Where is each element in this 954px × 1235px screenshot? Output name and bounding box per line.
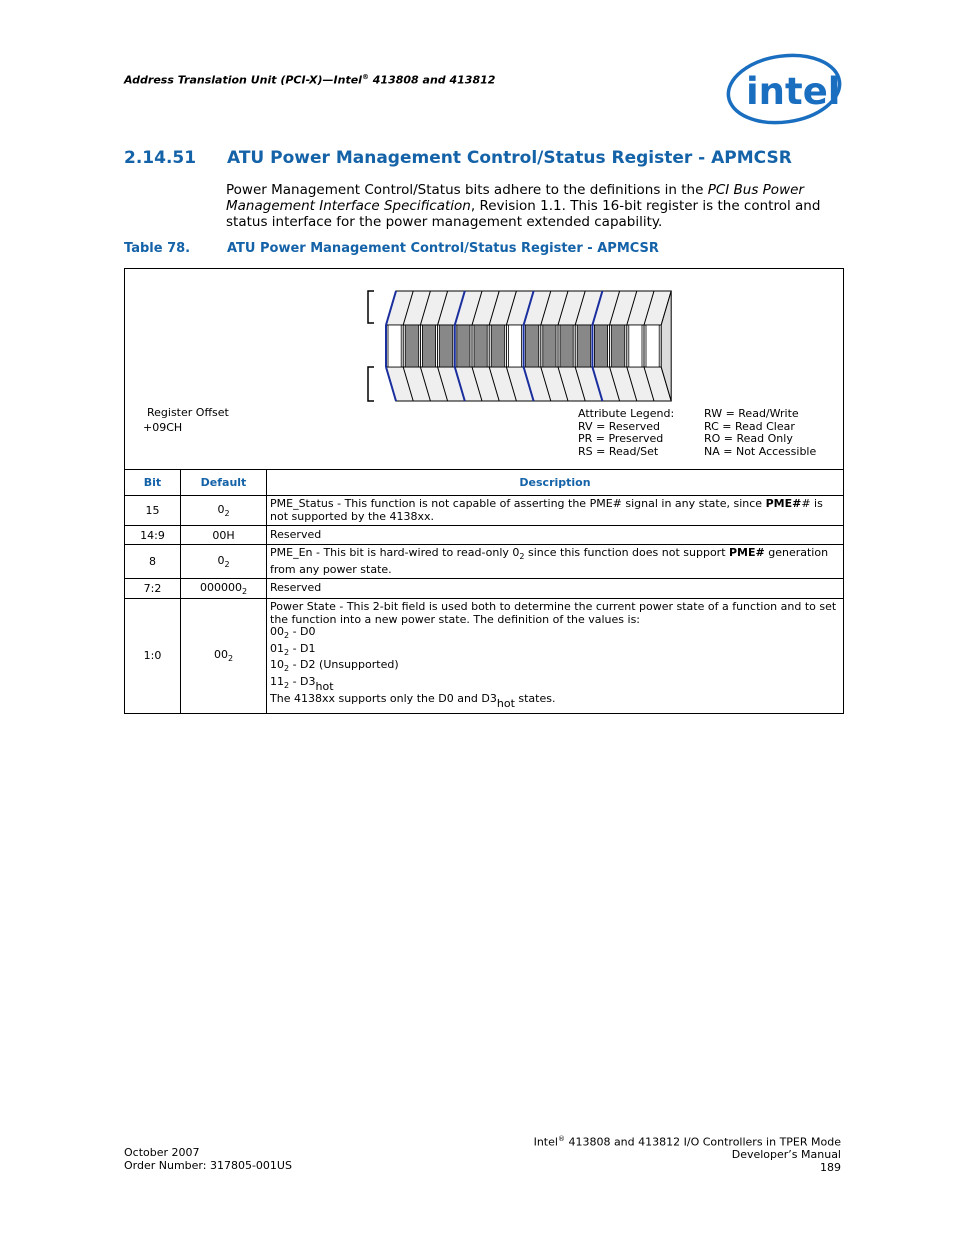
bit-cell: 14:9 xyxy=(125,526,181,545)
section-number: 2.14.51 xyxy=(124,148,197,168)
bit-cell xyxy=(594,325,607,367)
bit-cell xyxy=(577,325,590,367)
default-cell: $000000_2$ xyxy=(181,579,267,599)
header-bit: Bit xyxy=(125,470,181,496)
legend-entry: RO = Read Only xyxy=(704,432,793,445)
header-default: Default xyxy=(181,470,267,496)
register-offset-label: Register Offset xyxy=(147,406,229,419)
footer-left xyxy=(124,1147,292,1172)
register-table xyxy=(124,469,844,714)
default-cell: $0_2$ xyxy=(181,496,267,526)
header-description: Description xyxy=(267,470,844,496)
bracket-top xyxy=(368,291,374,323)
bit-cell: 1:0 xyxy=(125,599,181,714)
logo-wordmark: intel xyxy=(746,70,841,113)
attribute-legend-col2 xyxy=(704,408,816,458)
register-bit-diagram xyxy=(360,287,680,407)
table-number: Table 78. xyxy=(124,241,191,256)
description-cell: PME_En - This bit is hard-wired to read-only $0_2$ since this function does not support PME# generation from any power state. xyxy=(267,545,844,579)
bit-cell xyxy=(491,325,504,367)
power-state-value: $11_2 - D3hot$ xyxy=(270,674,334,693)
footer-doc-title: Intel® 413808 and 413812 I/O Controllers in TPER Mode xyxy=(533,1135,841,1149)
table-row xyxy=(125,526,844,545)
section-title: ATU Power Management Control/Status Register - APMCSR xyxy=(227,148,792,168)
power-state-value: $00_2 - D0$ xyxy=(270,625,316,640)
bit-cell xyxy=(526,325,539,367)
legend-entry: RS = Read/Set xyxy=(578,444,659,458)
power-state-value: $10_2 - D2$ (Unsupported) xyxy=(270,658,399,673)
bracket-bottom xyxy=(368,367,374,401)
bit-cell xyxy=(612,325,625,367)
table-row xyxy=(125,579,844,599)
footer-date: October 2007 xyxy=(124,1146,200,1159)
bit-cell: 8 xyxy=(125,545,181,579)
intel-logo xyxy=(724,52,842,126)
table-title: ATU Power Management Control/Status Register - APMCSR xyxy=(227,241,659,256)
attribute-legend-col1 xyxy=(578,408,674,458)
footer-order-number: Order Number: 317805-001US xyxy=(124,1158,292,1172)
legend-entry: NA = Not Accessible xyxy=(704,444,817,458)
legend-entry: Attribute Legend: xyxy=(578,407,675,420)
legend-entry: PR = Preserved xyxy=(578,432,664,445)
table-row xyxy=(125,496,844,526)
bit-cell xyxy=(457,325,470,367)
bit-cell xyxy=(543,325,556,367)
legend-entry: RW = Read/Write xyxy=(704,407,799,420)
footer-doc-type: Developer’s Manual xyxy=(731,1148,841,1162)
default-cell: $00_2$ xyxy=(181,599,267,714)
running-header: Address Translation Unit (PCI-X)—Intel® 413808 and 413812 xyxy=(124,73,496,87)
legend-entry: RC = Read Clear xyxy=(704,419,795,433)
description-cell: Reserved xyxy=(267,526,844,545)
legend-entry: RV = Reserved xyxy=(578,419,660,433)
default-cell: 00H xyxy=(181,526,267,545)
table-header-row xyxy=(125,470,844,496)
register-offset-value: +09CH xyxy=(143,421,183,434)
table-row xyxy=(125,545,844,579)
bit-cell xyxy=(560,325,573,367)
bit-cell xyxy=(508,325,521,367)
bit-cell xyxy=(646,325,659,367)
default-cell: $0_2$ xyxy=(181,545,267,579)
power-state-value: $01_2 - D1$ xyxy=(270,641,316,657)
table-row xyxy=(125,599,844,714)
description-cell xyxy=(267,599,844,714)
footer-page-number: 189 xyxy=(820,1160,841,1174)
bit-cell xyxy=(474,325,487,367)
bit-cell: 7:2 xyxy=(125,579,181,599)
bit-cell xyxy=(388,325,401,367)
bit-cell: 15 xyxy=(125,496,181,526)
power-state-intro: Power State - This 2-bit field is used both to determine the current power state of a function and to set the function into a new power state. The definition of the values is: xyxy=(270,600,837,626)
bit-cell xyxy=(422,325,435,367)
footer-right xyxy=(534,1133,841,1174)
power-state-note: The 4138xx supports only the D0 and D3hot states. xyxy=(270,692,556,710)
bit-cell xyxy=(629,325,642,367)
description-cell: PME_Status - This function is not capable of asserting the PME# signal in any state, since PME## is not supported by the 4138xx. xyxy=(267,496,844,526)
bit-cell xyxy=(405,325,418,367)
intro-paragraph: Power Management Control/Status bits adhere to the definitions in the PCI Bus Power Management Interface Specification, Revision 1.1. This 16-bit register is the control and status interface for the power management extended capability. xyxy=(226,182,821,230)
description-cell: Reserved xyxy=(267,579,844,599)
bit-cell xyxy=(440,325,453,367)
